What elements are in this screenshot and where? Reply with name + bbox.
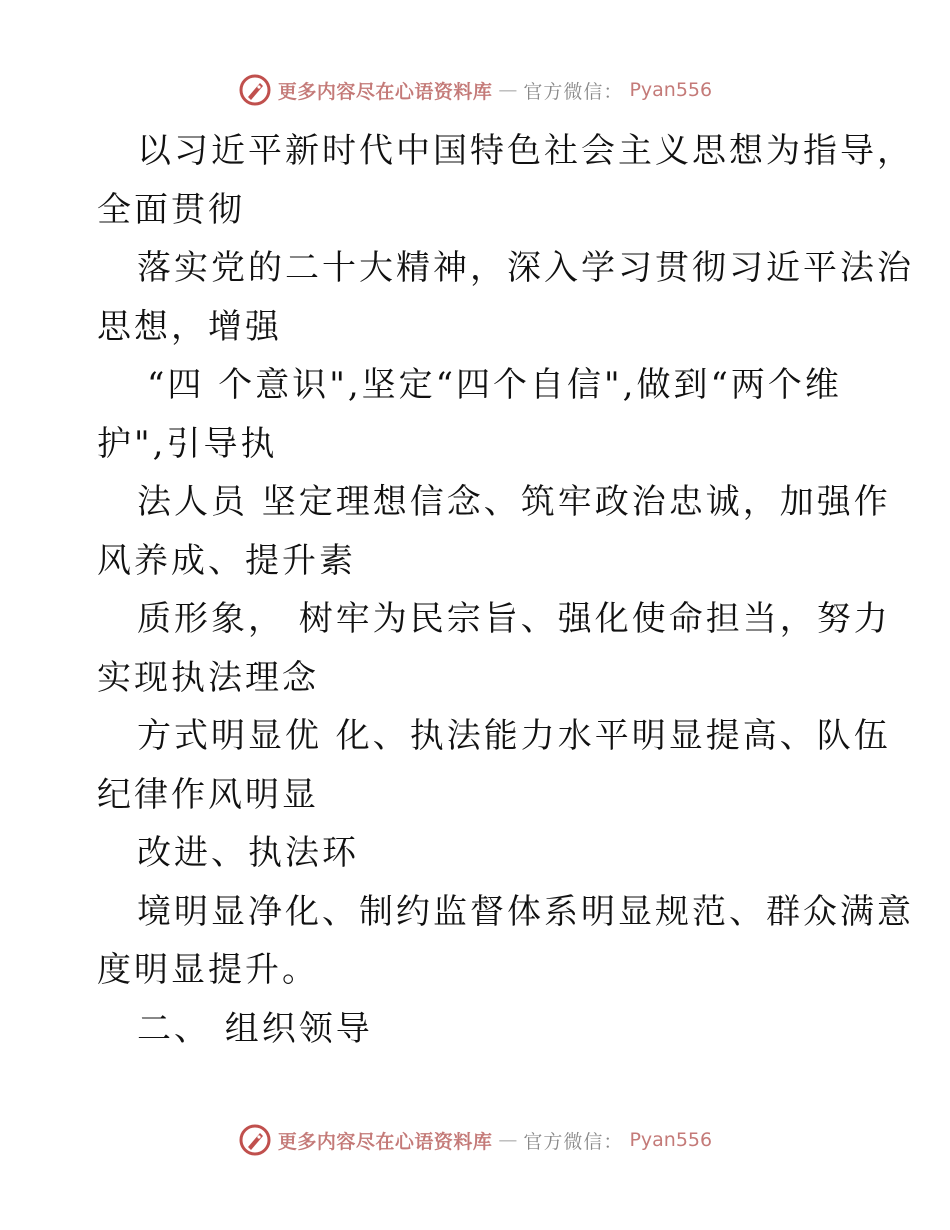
watermark-wechat-id: Pyan556: [629, 79, 713, 101]
watermark-official-label: 官方微信：: [523, 80, 624, 103]
watermark-official-label: 官方微信：: [523, 1130, 624, 1153]
body-line: 方式明显优 化、执法能力水平明显提高、队伍: [137, 716, 891, 756]
body-line: 全面贯彻: [97, 189, 245, 230]
watermark-site-text: 更多内容尽在心语资料库: [277, 1130, 493, 1153]
header-watermark: [0, 70, 950, 110]
body-line: 境明显净化、制约监督体系明显规范、群众满意: [137, 891, 914, 932]
watermark-site-text: 更多内容尽在心语资料库: [277, 80, 493, 103]
body-line: 改进、执法环: [137, 833, 359, 873]
body-line: 法人员 坚定理想信念、筑牢政治忠诚，加强作: [137, 482, 891, 522]
body-line: 实现执法理念: [97, 657, 319, 698]
pen-nib-icon: [238, 1123, 272, 1157]
body-line: 护",引导执: [97, 423, 278, 464]
footer-watermark: [0, 1120, 950, 1160]
body-line: 纪律作风明显: [97, 774, 319, 815]
body-line: 风养成、提升素: [97, 540, 356, 581]
watermark-dash: —: [498, 1129, 518, 1151]
body-line: 思想，增强: [97, 306, 282, 347]
body-line: 度明显提升。: [97, 950, 319, 990]
section-heading: 二、 组织领导: [137, 1008, 373, 1049]
body-line: 以习近平新时代中国特色社会主义思想为指导，: [137, 131, 914, 171]
watermark-dash: —: [498, 79, 518, 101]
body-line: 质形象， 树牢为民宗旨、强化使命担当，努力: [137, 599, 891, 639]
pen-nib-icon: [238, 73, 272, 107]
body-line: 落实党的二十大精神，深入学习贯彻习近平法治: [137, 248, 914, 288]
document-body: [97, 122, 914, 1058]
watermark-wechat-id: Pyan556: [629, 1129, 713, 1151]
body-line: “四 个意识",坚定“四个自信",做到“两个维: [147, 365, 842, 405]
